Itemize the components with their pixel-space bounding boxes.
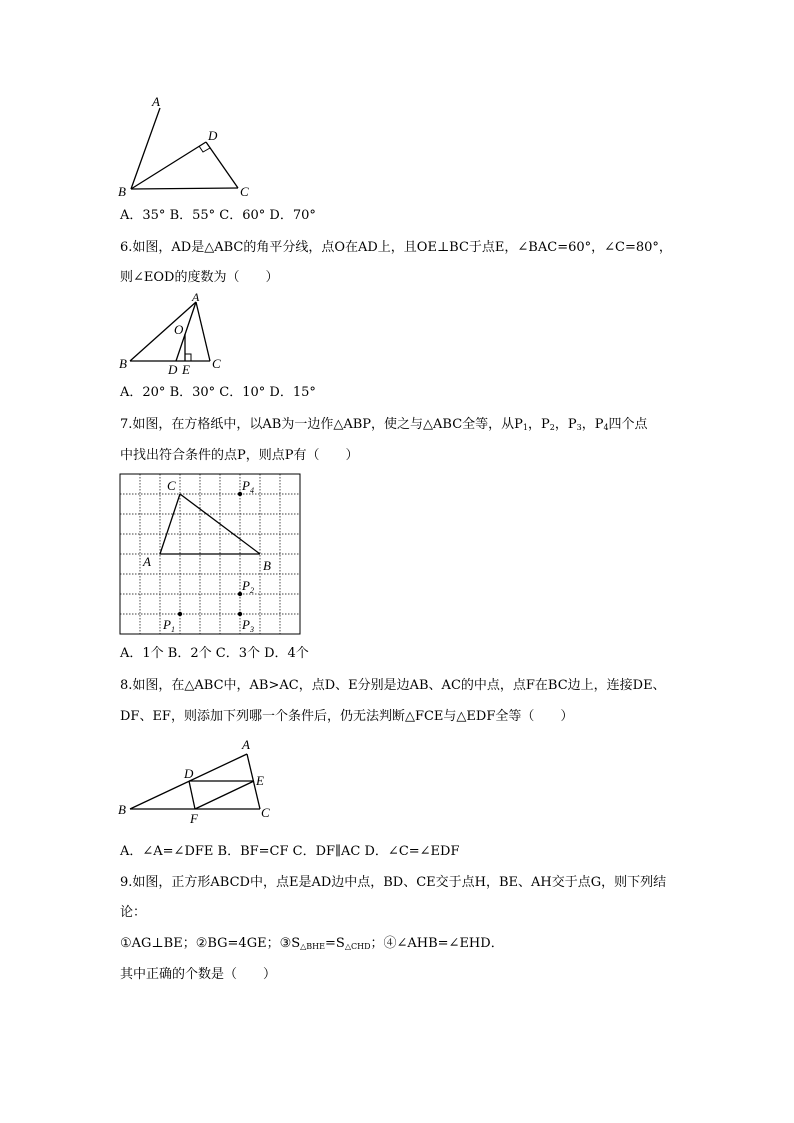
q8-stem-line2: DF、EF，则添加下列哪一个条件后，仍无法判断△FCE与△EDF全等（ ） [120,709,574,724]
q5-label-c: C [240,184,249,199]
q7-label-p1: $P_1$ [163,617,175,634]
point-p1 [178,612,182,616]
q7-grid-figure [119,473,303,637]
q9-stem-line1: 9.如图，正方形ABCD中，点E是AD边中点，BD、CE交于点H，BE、AH交于点G，则下列结 [120,875,667,890]
q7-label-b: B [263,558,271,573]
q7-label-p4: $P_4$ [242,478,254,495]
q8-label-c: C [261,805,270,820]
q6-label-c: C [212,356,221,371]
q7-label-a: A [143,554,151,569]
q9-conclusions: ①AG⊥BE；②BG=4GE；$③S_{\triangle BHE}=S_{\triangle CHD}$；④∠AHB=∠EHD． [120,936,504,951]
q9-question: 其中正确的个数是（ ） [120,967,277,982]
q8-label-b: B [118,802,126,817]
q8-stem-line1: 8.如图，在△ABC中，AB>AC，点D、E分别是边AB、AC的中点，点F在BC边上，连接DE、 [120,678,666,693]
q7-label-p2: $P_2$ [242,578,254,595]
q7-options: A．1个 B．2个 C．3个 D．4个 [120,646,309,661]
q7-stem-line2: 中找出符合条件的点P，则点P有（ ） [120,448,359,463]
q9-stem-line2: 论： [120,905,147,920]
q8-label-a: A [242,737,250,752]
q7-stem-line1: 7.如图，在方格纸中，以AB为一边作△ABP，使之与△ABC全等，从$P_1$，$P_2$，$P_3$，$P_4$四个点 [120,417,648,432]
q6-figure [110,290,240,380]
q8-options: A．∠A=∠DFE B．BF=CF C．DF∥AC D．∠C=∠EDF [120,844,460,859]
q8-figure [110,733,280,828]
point-p3 [238,612,242,616]
q6-label-d: D [168,362,178,377]
q6-label-e: E [182,362,190,377]
q6-label-a: A [192,290,200,304]
q5-label-d: D [208,128,218,143]
q6-stem-line1: 6.如图，AD是△ABC的角平分线，点O在AD上，且OE⊥BC于点E，∠BAC=60°，∠C=80°， [120,240,672,255]
q5-figure [110,92,270,202]
q8-label-d: D [184,766,194,781]
q8-label-e: E [256,773,264,788]
q6-label-b: B [119,356,127,371]
q5-label-b: B [118,184,126,199]
q7-label-c: C [167,478,176,493]
q6-options: A．20° B．30° C．10° D．15° [120,385,316,400]
q6-stem-line2: 则∠EOD的度数为（ ） [120,270,279,285]
q5-label-a: A [152,94,160,109]
q6-label-o: O [174,322,184,337]
q8-label-f: F [190,811,198,826]
q7-label-p3: $P_3$ [242,617,254,634]
q5-options: A．35° B．55° C．60° D．70° [120,208,316,223]
